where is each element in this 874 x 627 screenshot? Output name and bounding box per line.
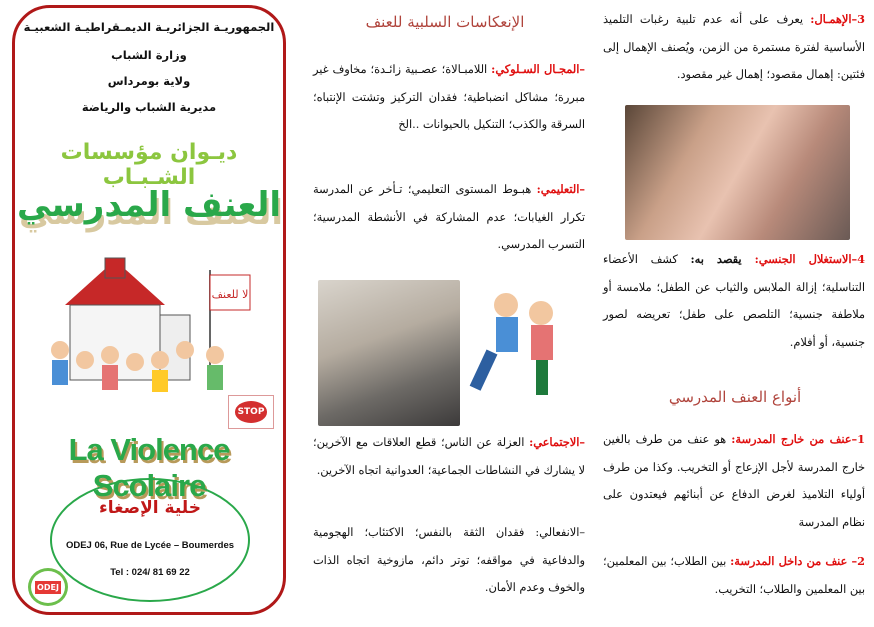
effect-social: –الاجتماعي: العزلة عن الناس؛ قطع العلاقات مع الآخرين؛ لا يشارك في النشاطات الجماعية؛ العدوانية اتجاه الآخرين. [313,435,585,477]
org-title: ديـوان مؤسسات الشـبـاب [60,140,238,190]
type-sexual-exploitation: 4–الاستغلال الجنسي: يقصد به: كشف الأعضاء التناسلية؛ إزالة الملابس والثياب عن الطفل؛ ملامسة أو ملاطفة جنسية؛ التلصص على طفل؛ تعريضه لصور جنسية، أو أفلام. [603,252,865,349]
effect-emotional: –الانفعالي: فقدان الثقة بالنفس؛ الاكتئاب؛ الهجومية والدفاعية في مواقفه؛ توتر دائم، مازوخية اتجاه الذات والخوف وعدم الأمان. [313,526,585,594]
cell-name: خلية الإصغاء [99,498,201,518]
cover-line-wilaya: ولاية بومرداس [107,74,191,88]
cover-line-republic: الجمهوريـة الجزائريـة الديمـقراطيـة الشعبيـة [23,20,275,34]
effect-behavioral: –المجـال السـلوكي: اللامبـالاة؛ عصـبية زائـدة؛ مخاوف غير مبررة؛ مشاكل انضباطية؛ فقدان التركيز وتشتت الإنتباه؛ السرقة والكذب؛ التنكيل بالحيوانات ..الخ [313,62,586,131]
french-title: La Violence Scolaire [68,432,230,503]
right-heading: أنواع العنف المدرسي [668,388,802,406]
school-illustration [45,250,255,400]
odej-logo: ODEJ [28,568,68,606]
sign-text: لا للعنف [211,288,249,301]
type-inside-school: 2– عنف من داخل المدرسة: بين الطلاب؛ بين المعلمين؛ بين المعلمين والطلاب؛ التخريب. [603,554,865,596]
cartoon-kids-fighting [466,285,580,400]
photo-students-fight [318,280,460,426]
type-outside-school: 1–عنف من خارج المدرسة: هو عنف من طرف بالغين خارج المدرسة لأجل الإزعاج أو التخريب. وكذا من طرف أولياء التلاميذ لغرض الدفاع عن أبنائهم فيعتدون على نظام المدرسة [603,432,865,529]
cover-line-ministry: وزارة الشباب [111,48,187,62]
address: ODEJ 06, Rue de Lycée – Boumerdes [65,540,235,551]
cover-line-directorate: مديرية الشباب والرياضة [81,100,217,114]
stop-icon: STOP [228,395,274,429]
middle-heading: الإنعكاسات السلبية للعنف [365,13,525,31]
main-title: العنف المدرسي [16,185,282,225]
type-neglect: 3–الإهمـال: يعرف على أنه عدم تلبية رغبات التلميذ الأساسية لفترة مستمرة من الزمن، ويُصنف الإهمال إلى فئتين: إهمال مقصود؛ إهمال غير مقصود. [603,12,865,81]
phone: Tel : 024/ 81 69 22 [110,567,190,578]
effect-educational: –التعليمي: هبـوط المستوى التعليمي؛ تـأخر عن المدرسة تكرار الغيابات؛ عدم المشاركة في الأنشطة المدرسية؛ التسرب المدرسي. [313,182,585,251]
photo-injured-children [625,105,850,240]
